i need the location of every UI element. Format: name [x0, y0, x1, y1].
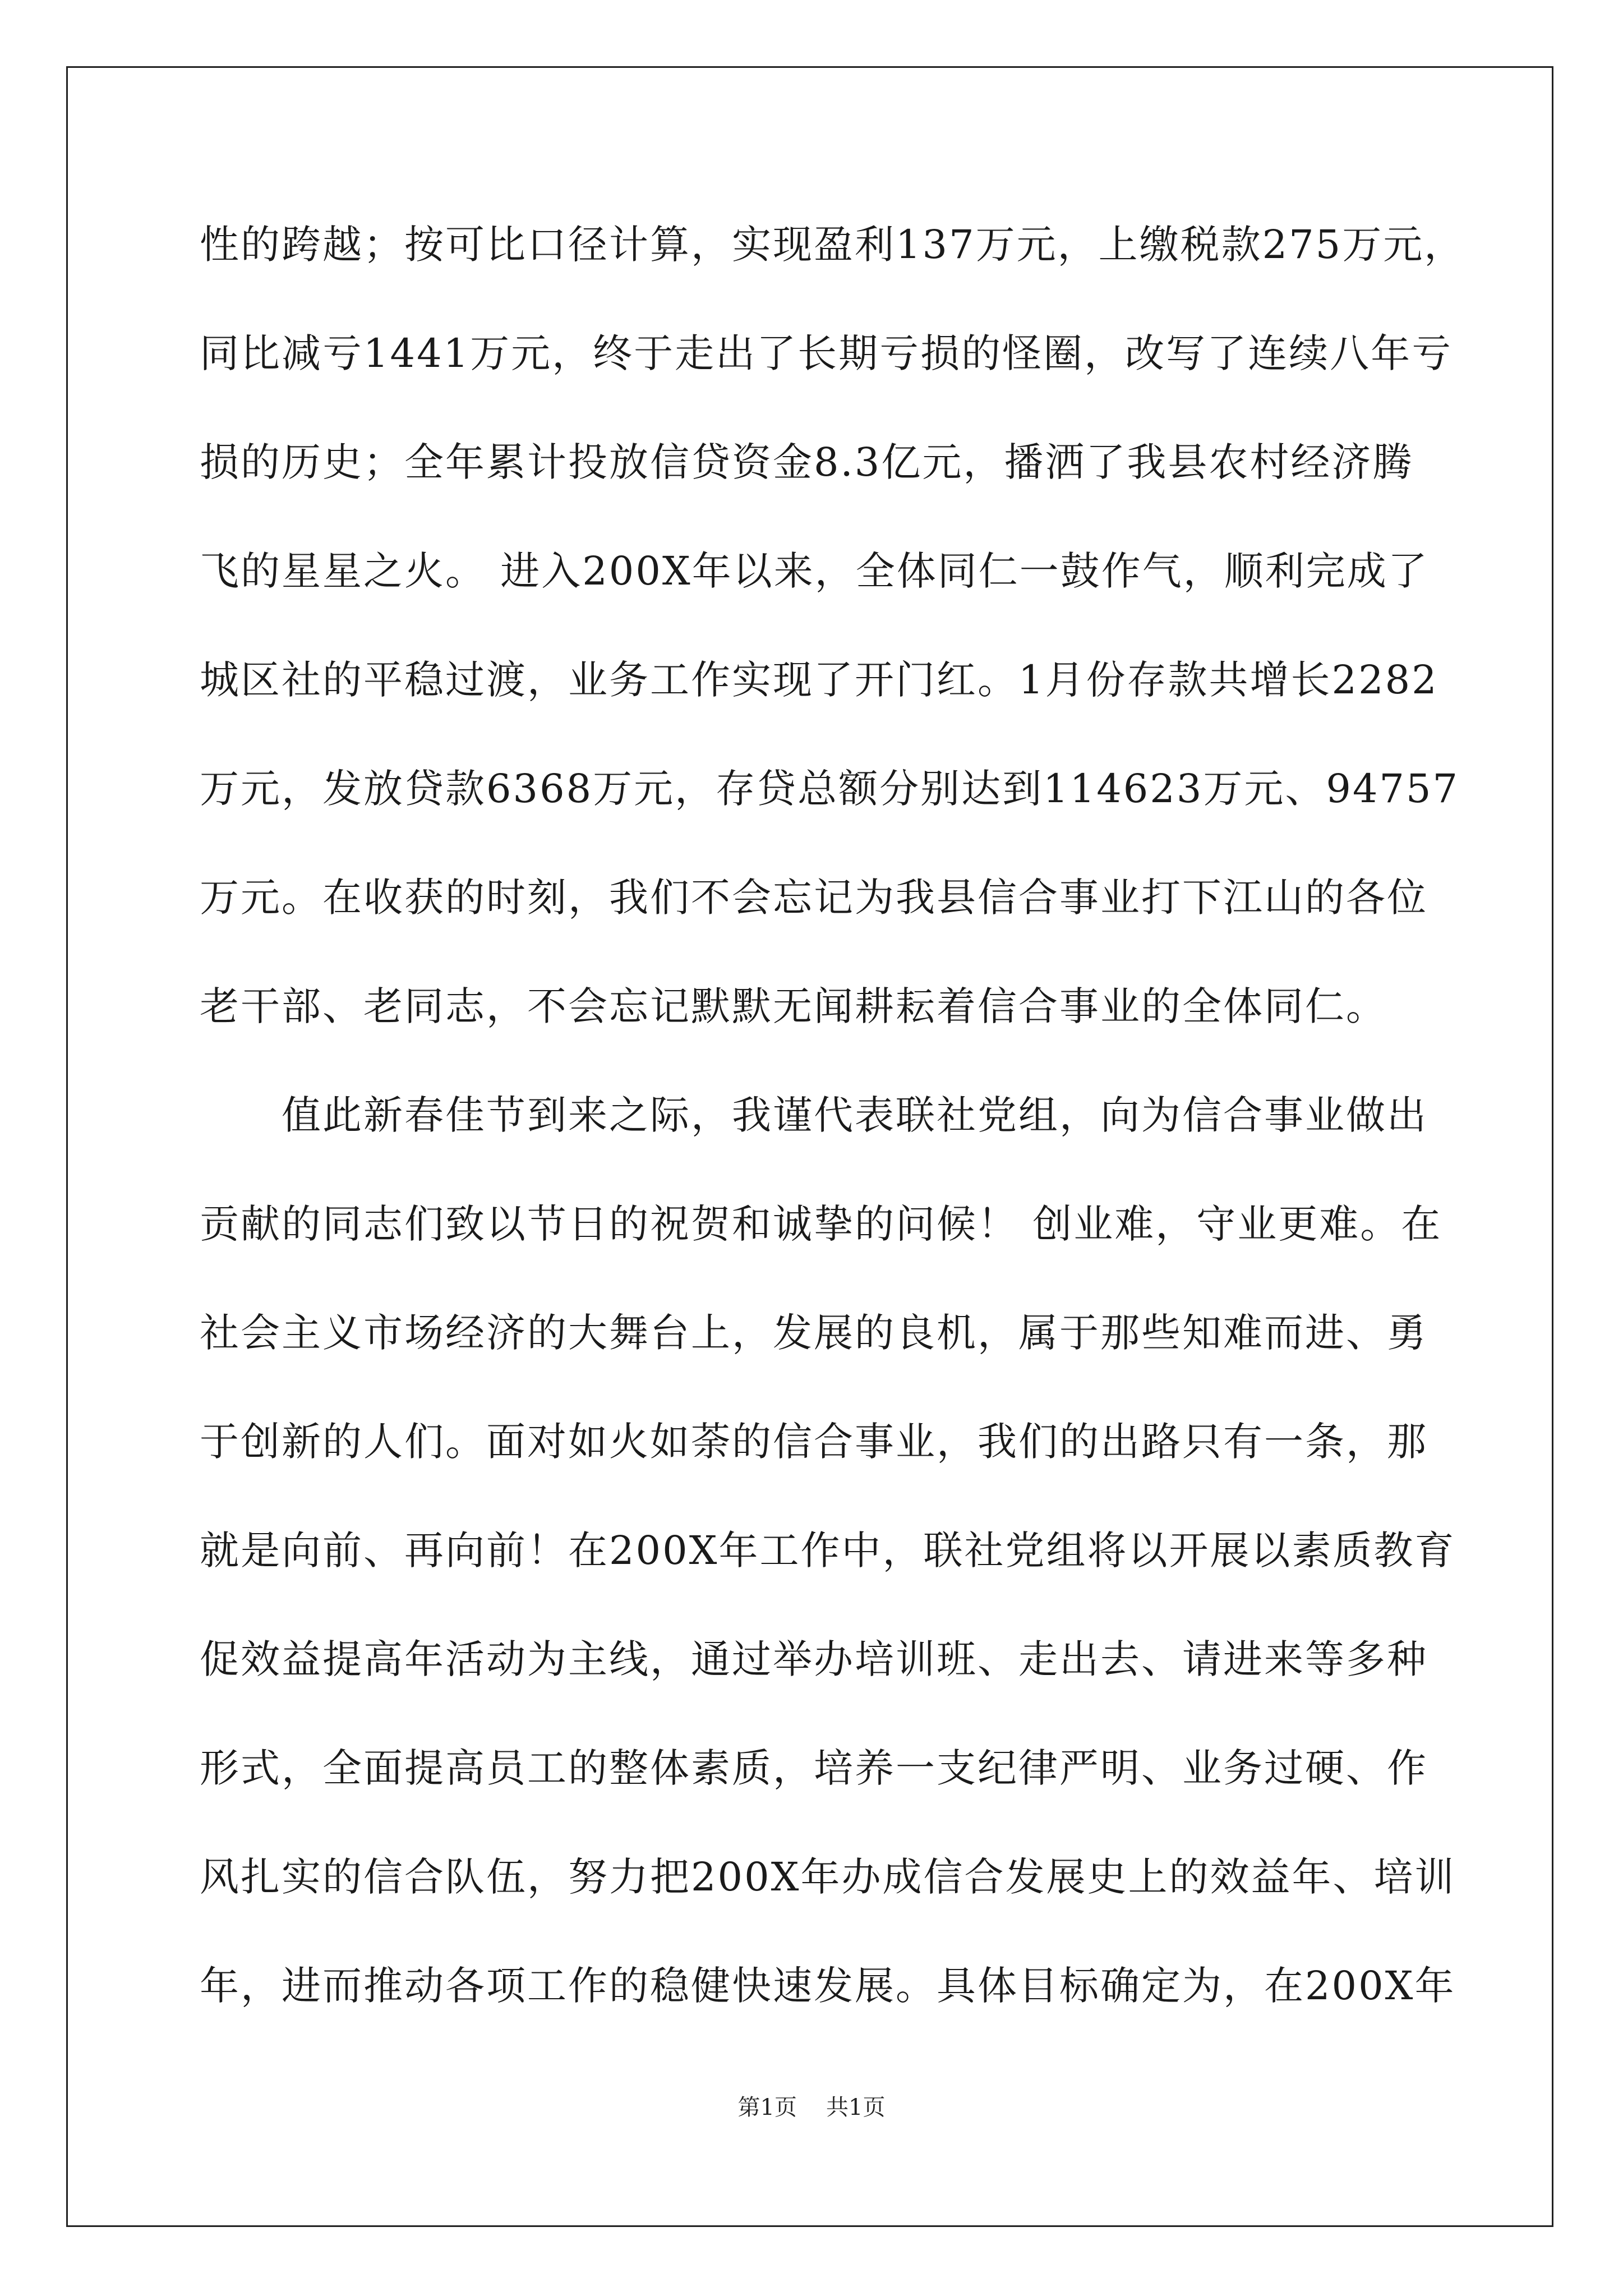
- document-body: [200, 217, 1465, 2067]
- text-line: 就是向前、再向前！在200X年工作中，联社党组将以开展以素质教育: [200, 1527, 1456, 1573]
- page-footer: [0, 2093, 1623, 2122]
- text-line: 风扎实的信合队伍，努力把200X年办成信合发展史上的效益年、培训: [200, 1854, 1456, 1900]
- text-line: 万元。在收获的时刻，我们不会忘记为我县信合事业打下江山的各位: [200, 875, 1428, 921]
- text-line: 于创新的人们。面对如火如荼的信合事业，我们的出路只有一条，那: [200, 1419, 1428, 1465]
- text-line: 飞的星星之火。 进入200X年以来，全体同仁一鼓作气，顺利完成了: [200, 548, 1429, 594]
- text-line: 社会主义市场经济的大舞台上，发展的良机，属于那些知难而进、勇: [200, 1310, 1428, 1356]
- text-line: 同比减亏1441万元，终于走出了长期亏损的怪圈，改写了连续八年亏: [200, 330, 1453, 376]
- text-line: 促效益提高年活动为主线，通过举办培训班、走出去、请进来等多种: [200, 1636, 1428, 1682]
- text-line: 贡献的同志们致以节日的祝贺和诚挚的问候！ 创业难，守业更难。在: [200, 1201, 1442, 1247]
- text-line: 值此新春佳节到来之际，我谨代表联社党组，向为信合事业做出: [282, 1092, 1428, 1138]
- text-line: 性的跨越；按可比口径计算，实现盈利137万元，上缴税款275万元，: [200, 222, 1465, 268]
- text-line: 形式，全面提高员工的整体素质，培养一支纪律严明、业务过硬、作: [200, 1745, 1428, 1791]
- page-total: 共1页: [826, 2095, 886, 2120]
- text-line: 万元，发放贷款6368万元，存贷总额分别达到114623万元、94757: [200, 766, 1460, 812]
- text-line: 年，进而推动各项工作的稳健快速发展。具体目标确定为，在200X年: [200, 1963, 1456, 2009]
- text-line: 老干部、老同志，不会忘记默默无闻耕耘着信合事业的全体同仁。: [200, 983, 1387, 1029]
- page-number: 第1页: [737, 2095, 797, 2120]
- text-line: 城区社的平稳过渡，业务工作实现了开门红。1月份存款共增长2282: [200, 657, 1438, 703]
- text-line: 损的历史；全年累计投放信贷资金8.3亿元，播洒了我县农村经济腾: [200, 439, 1414, 485]
